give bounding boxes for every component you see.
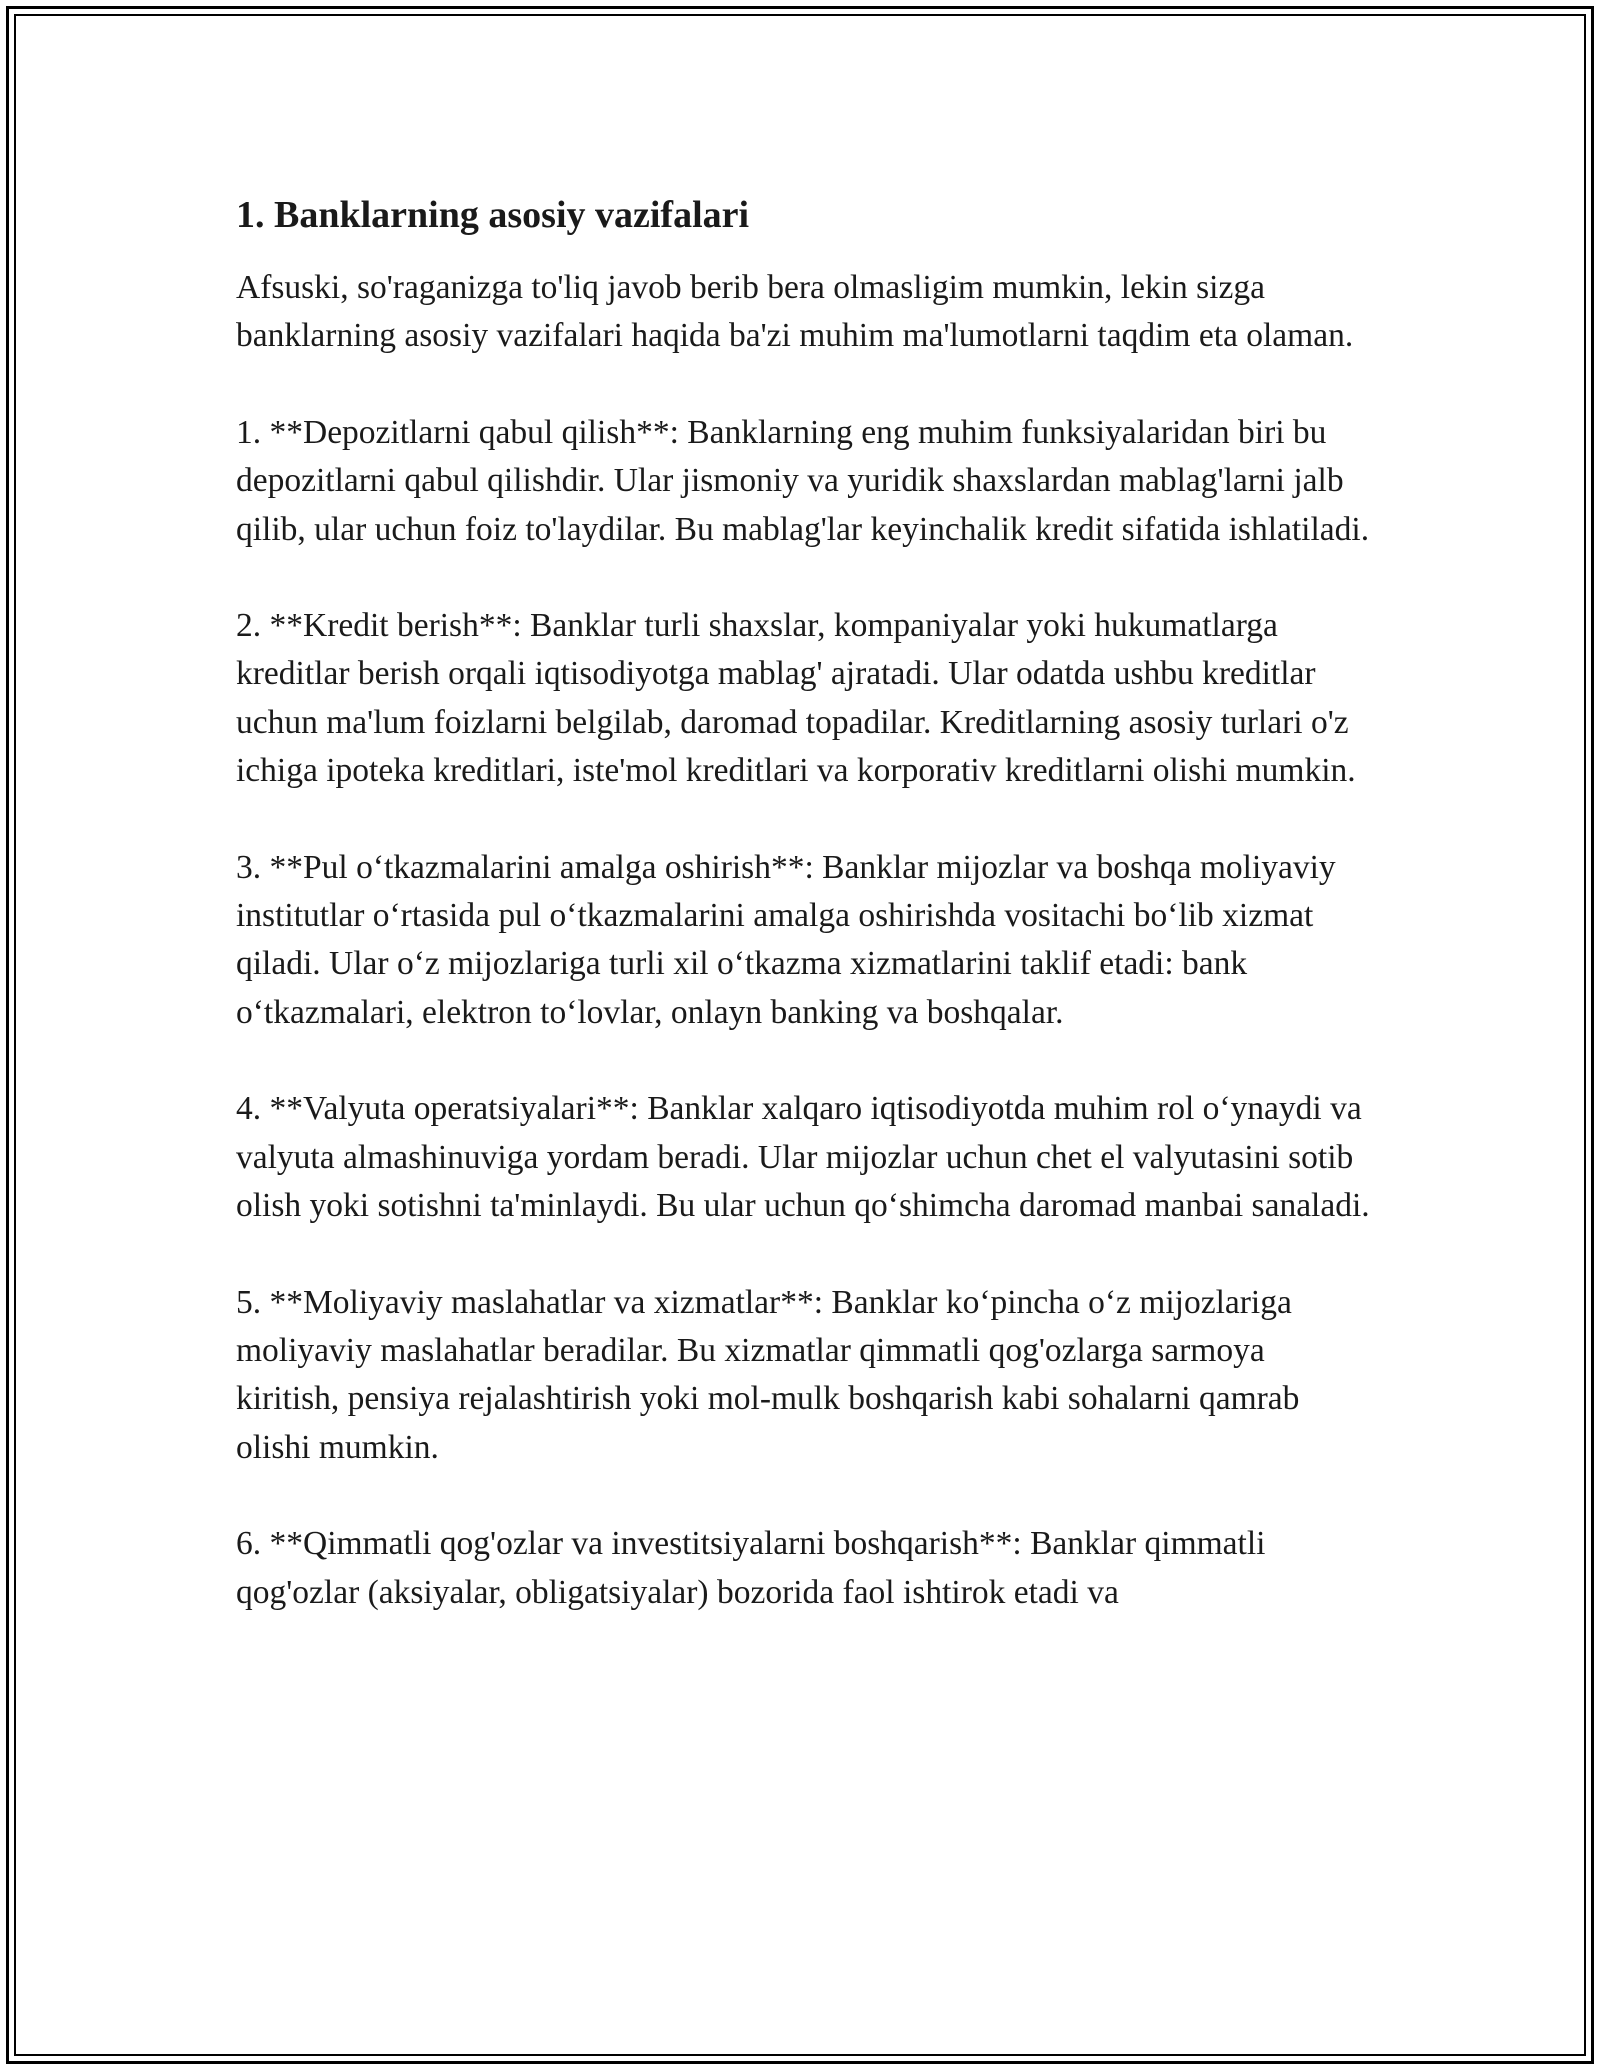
intro-paragraph: Afsuski, so'raganizga to'liq javob berib bera olmasligim mumkin, lekin sizga banklarning asosiy vazifalari haqida ba'zi muhim ma'lumotlarni taqdim eta olaman. — [236, 269, 1354, 355]
document-title: 1. Banklarning asosiy vazifalari — [236, 194, 750, 236]
list-item-advice: 5. **Moliyaviy maslahatlar va xizmatlar**: Banklar ko‘pincha o‘z mijozlariga moliyaviy maslahatlar beradilar. Bu xizmatlar qimmatli qog'ozlarga sarmoya kiritish, pensiya rejalashtirish yoki mol-mulk boshqarish kabi sohalarni qamrab olishi mumkin. — [236, 1283, 1300, 1466]
document-body — [236, 190, 1376, 1665]
list-item-currency: 4. **Valyuta operatsiyalari**: Banklar xalqaro iqtisodiyotda muhim rol o‘ynaydi va valyuta almashinuviga yordam beradi. Ular mijozlar uchun chet el valyutasini sotib olish yoki sotishni ta'minlaydi. Bu ular uchun qo‘shimcha daromad manbai sanaladi. — [236, 1090, 1370, 1225]
list-item-deposits: 1. **Depozitlarni qabul qilish**: Banklarning eng muhim funksiyalaridan biri bu depozitlarni qabul qilishdir. Ular jismoniy va yuridik shaxslardan mablag'larni jalb qilib, ular uchun foiz to'laydilar. Bu mablag'lar keyinchalik kredit sifatida ishlatiladi. — [236, 413, 1370, 548]
list-item-credit: 2. **Kredit berish**: Banklar turli shaxslar, kompaniyalar yoki hukumatlarga kreditlar berish orqali iqtisodiyotga mablag' ajratadi. Ular odatda ushbu kreditlar uchun ma'lum foizlarni belgilab, daromad topadilar. Kreditlarning asosiy turlari o'z ichiga ipoteka kreditlari, iste'mol kreditlari va korporativ kreditlarni olishi mumkin. — [236, 607, 1356, 790]
list-item-transfers: 3. **Pul o‘tkazmalarini amalga oshirish**: Banklar mijozlar va boshqa moliyaviy institutlar o‘rtasida pul o‘tkazmalarini amalga oshirishda vositachi bo‘lib xizmat qiladi. Ular o‘z mijozlariga turli xil o‘tkazma xizmatlarini taklif etadi: bank o‘tkazmalari, elektron to‘lovlar, onlayn banking va boshqalar. — [236, 848, 1336, 1031]
list-item-securities: 6. **Qimmatli qog'ozlar va investitsiyalarni boshqarish**: Banklar qimmatli qog'ozlar (aksiyalar, obligatsiyalar) bozorida faol ishtirok etadi va — [236, 1525, 1266, 1611]
